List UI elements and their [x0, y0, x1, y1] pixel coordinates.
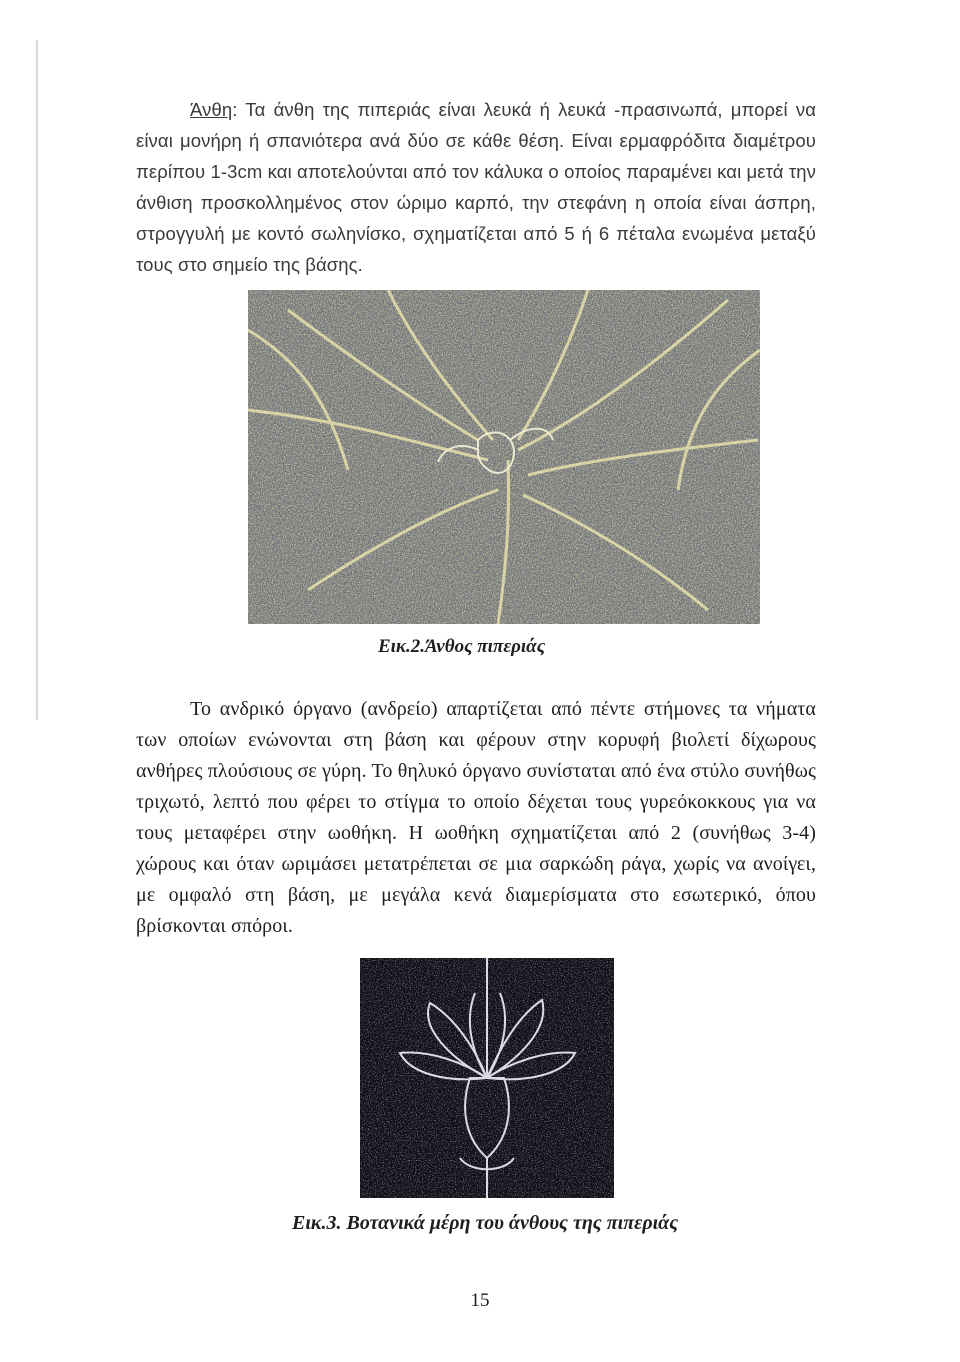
figure2-caption: Εικ.3. Βοτανικά μέρη του άνθους της πιπεριάς [292, 1212, 679, 1234]
page-number: 15 [470, 1290, 490, 1311]
scan-margin-line [36, 40, 38, 720]
paragraph-flowers [136, 94, 816, 280]
figure1-caption: Εικ.2.Άνθος πιπεριάς [378, 636, 546, 657]
botanical-parts-photo [360, 958, 614, 1198]
paragraph-flowers-text: : Τα άνθη της πιπεριάς είναι λευκά ή λευκά -πρασινωπά, μπορεί να είναι μονήρη ή σπανιότερα ανά δύο σε κάθε θέση. Είναι ερμαφρόδιτα διαμέτρου περίπου 1-3cm και αποτελούνται από τον κάλυκα ο οποίος παραμένει και μετά την άνθιση προσκολλημένος στον ώριμο καρπό, την στεφάνη η οποία είναι άσπρη, στρογγυλή με κοντό σωληνίσκο, σχηματίζεται από 5 ή 6 πέταλα ενωμένα μεταξύ τους στο σημείο της βάσης. [136, 99, 816, 275]
term-flowers: Άνθη [190, 99, 233, 120]
botanical-parts-illustration [360, 958, 614, 1198]
paragraph-reproductive-organs: Το ανδρικό όργανο (ανδρείο) απαρτίζεται από πέντε στήμονες τα νήματα των οποίων ενώνονται στη βάση και φέρουν στην κορυφή βιολετί δίχωρους ανθήρες πλούσιους σε γύρη. Το θηλυκό όργανο συνίσταται από ένα στύλο συνήθως τριχωτό, λεπτό που φέρει το στίγμα το οποίο δέχεται τους γυρεόκοκκους για να τους μεταφέρει στην ωοθήκη. Η ωοθήκη σχηματίζεται από 2 (συνήθως 3-4) χώρους και όταν ωριμάσει μετατρέπεται σε μια σαρκώδη ράγα, χωρίς να ανοίγει, με ομφαλό στη βάση, με μεγάλα κενά διαμερίσματα στο εσωτερικό, όπου βρίσκονται σπόροι. [136, 698, 816, 937]
pepper-flower-illustration [248, 290, 760, 624]
pepper-flower-photo [248, 290, 760, 624]
